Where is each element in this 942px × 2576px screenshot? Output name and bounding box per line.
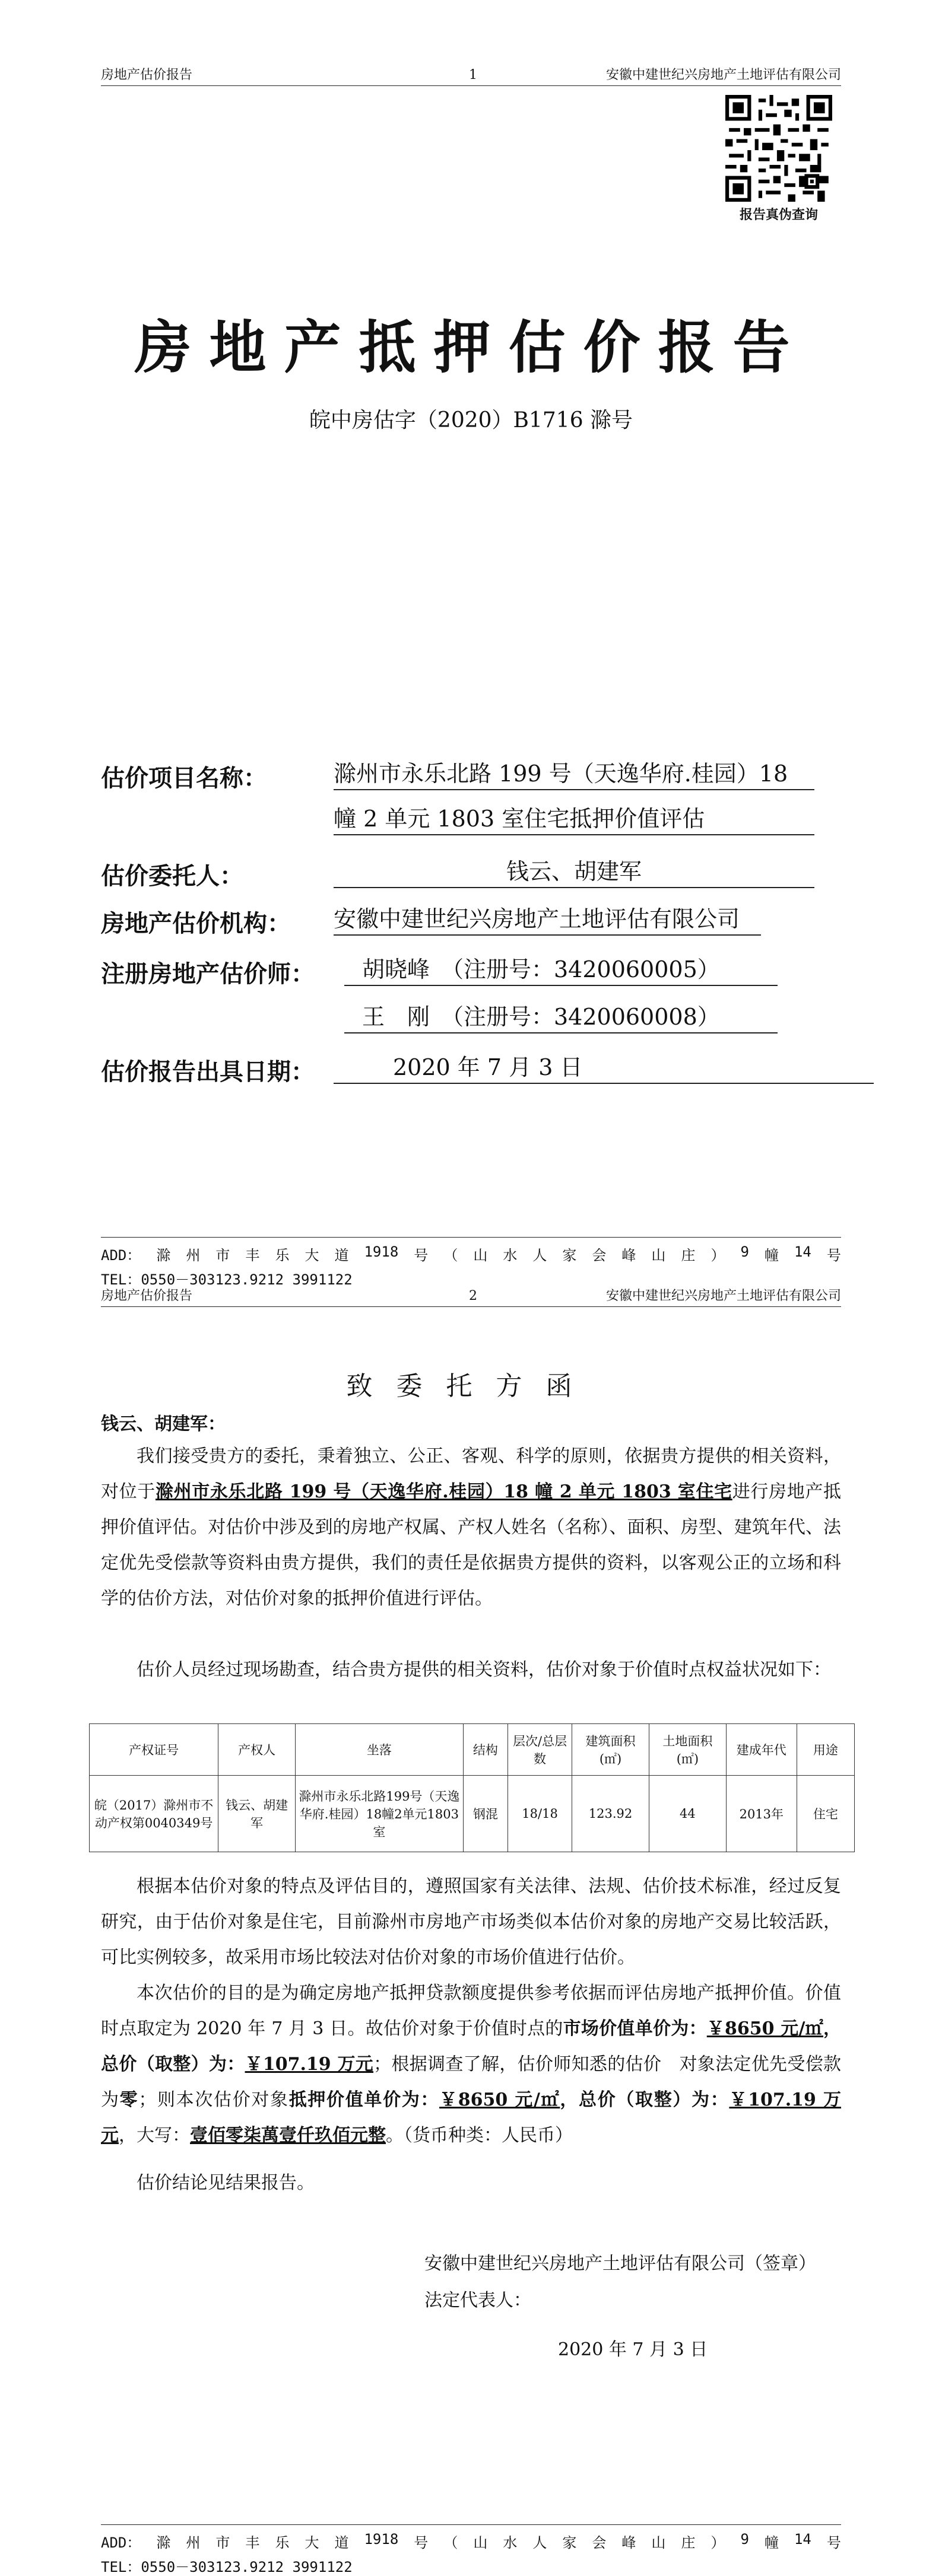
table-header-row [90,1724,855,1776]
mortgage-total-price: ￥107.19 万元 [101,2090,842,2146]
qr-code-icon[interactable] [725,95,832,202]
appraiser-label: 注册房地产估价师： [101,960,315,988]
col-structure: 结构 [463,1724,508,1776]
table-row: 皖（2017）滁州市不动产权第0040349号 钱云、胡建军 滁州市永乐北路199号（天逸华府.桂园）18幢2单元1803室 钢混 18/18 123.92 44 2013年 住宅 [90,1776,855,1852]
mortgage-unit-price: ￥8650 元/㎡ [439,2090,560,2110]
project-value-line2: 幢 2 单元 1803 室住宅抵押价值评估 [334,803,814,835]
col-floor: 层次/总层数 [508,1724,572,1776]
paragraph-4: 本次估价的目的是为确定房地产抵押贷款额度提供参考依据而评估房地产抵押价值。价值时点取定为 2020 年 7 月 3 日。故估价对象于价值时点的市场价值单价为：￥8650 元/㎡，总价（取整）为：￥107.19 万元；根据调查了解，估价师知悉的估价 对象法定优先受偿款为零；则本次估价对象抵押价值单价为：￥8650 元/㎡，总价（取整）为：￥107.19 万元，大写：壹佰零柒萬壹仟玖佰元整。（货币种类：人民币） [101,1983,842,2146]
col-year-built: 建成年代 [726,1724,797,1776]
page1-footer [101,1237,841,1289]
client-value: 钱云、胡建军 [334,856,814,888]
project-label: 估价项目名称： [101,764,267,792]
col-land-area: 土地面积(㎡) [649,1724,726,1776]
col-usage: 用途 [797,1724,854,1776]
signature-company: 安徽中建世纪兴房地产土地评估有限公司（签章） [424,2253,816,2274]
col-location: 坐落 [296,1724,464,1776]
date-label: 估价报告出具日期： [101,1058,315,1086]
header-company: 安徽中建世纪兴房地产土地评估有限公司 [605,1289,841,1303]
report-title: 房地产抵押估价报告 [134,314,808,381]
footer-address: ADD： 滁 州 市 丰 乐 大 道 1918 号 （ 山 水 人 家 会 峰 山 庄 ） 9 幢 14 号 [101,2531,841,2551]
date-value: 2020 年 7 月 3 日 [334,1052,874,1084]
header-page-number: 2 [469,1289,477,1303]
paragraph-1: 我们接受贵方的委托，秉着独立、公正、客观、科学的原则，依据贵方提供的相关资料，对位于滁州市永乐北路 199 号（天逸华府.桂园）18 幢 2 单元 1803 室住宅进行房地产抵押价值评估。对估价中涉及到的房地产权属、产权人姓名（名称）、面积、房型、建筑年代、法定优先受偿款等资料由贵方提供，我们的责任是依据贵方提供的资料，以客观公正的立场和科学的估价方法，对估价对象的抵押价值进行评估。 [101,1446,842,1609]
paragraph-3: 根据本估价对象的特点及评估目的，遵照国家有关法律、法规、估价技术标准，经过反复研究，由于估价对象是住宅，目前滁州市房地产市场类似本估价对象的房地产交易比较活跃，可比实例较多，故采用市场比较法对估价对象的市场价值进行估价。 [101,1876,841,1968]
page2-footer [101,2524,841,2576]
amount-in-words: 壹佰零柒萬壹仟玖佰元整 [190,2125,386,2146]
rights-table [89,1723,855,1852]
signature-date: 2020 年 7 月 3 日 [558,2339,708,2360]
letter-title: 致委托方函 [346,1371,596,1401]
project-value-line1: 滁州市永乐北路 199 号（天逸华府.桂园）18 [334,758,814,790]
legal-representative: 法定代表人： [424,2290,531,2311]
col-owner: 产权人 [218,1724,296,1776]
paragraph-2: 估价人员经过现场勘查，结合贵方提供的相关资料，估价对象于价值时点权益状况如下： [137,1659,831,1680]
header-left: 房地产估价报告 [101,1289,193,1303]
header-page-number: 1 [469,68,477,82]
header-company: 安徽中建世纪兴房地产土地评估有限公司 [605,68,841,82]
appraiser-1: 胡晓峰 （注册号：3420060005） [344,954,778,986]
property-address: 滁州市永乐北路 199 号（天逸华府.桂园）18 幢 2 单元 1803 室住宅 [155,1481,732,1502]
agency-value: 安徽中建世纪兴房地产土地评估有限公司 [334,904,761,936]
paragraph-5: 估价结论见结果报告。 [137,2173,315,2193]
footer-tel: TEL：0550－303123.9212 3991122 [101,1271,353,1288]
agency-label: 房地产估价机构： [101,909,291,937]
appraiser-2: 王 刚 （注册号：3420060008） [344,1001,778,1033]
market-unit-price: ￥8650 元/㎡ [706,2018,823,2039]
footer-address: ADD： 滁 州 市 丰 乐 大 道 1918 号 （ 山 水 人 家 会 峰 山 庄 ） 9 幢 14 号 [101,1244,841,1264]
market-total-price: ￥107.19 万元 [245,2054,374,2075]
document-number: 皖中房估字（2020）B1716 滁号 [309,408,633,432]
footer-tel: TEL：0550－303123.9212 3991122 [101,2559,353,2575]
page-header [101,1286,841,1307]
header-left: 房地产估价报告 [101,68,193,82]
salutation: 钱云、胡建军： [101,1414,226,1435]
col-building-area: 建筑面积(㎡) [572,1724,649,1776]
client-label: 估价委托人： [101,862,243,890]
page-header [101,65,841,86]
qr-caption: 报告真伪查询 [739,207,818,222]
col-cert-no: 产权证号 [90,1724,218,1776]
